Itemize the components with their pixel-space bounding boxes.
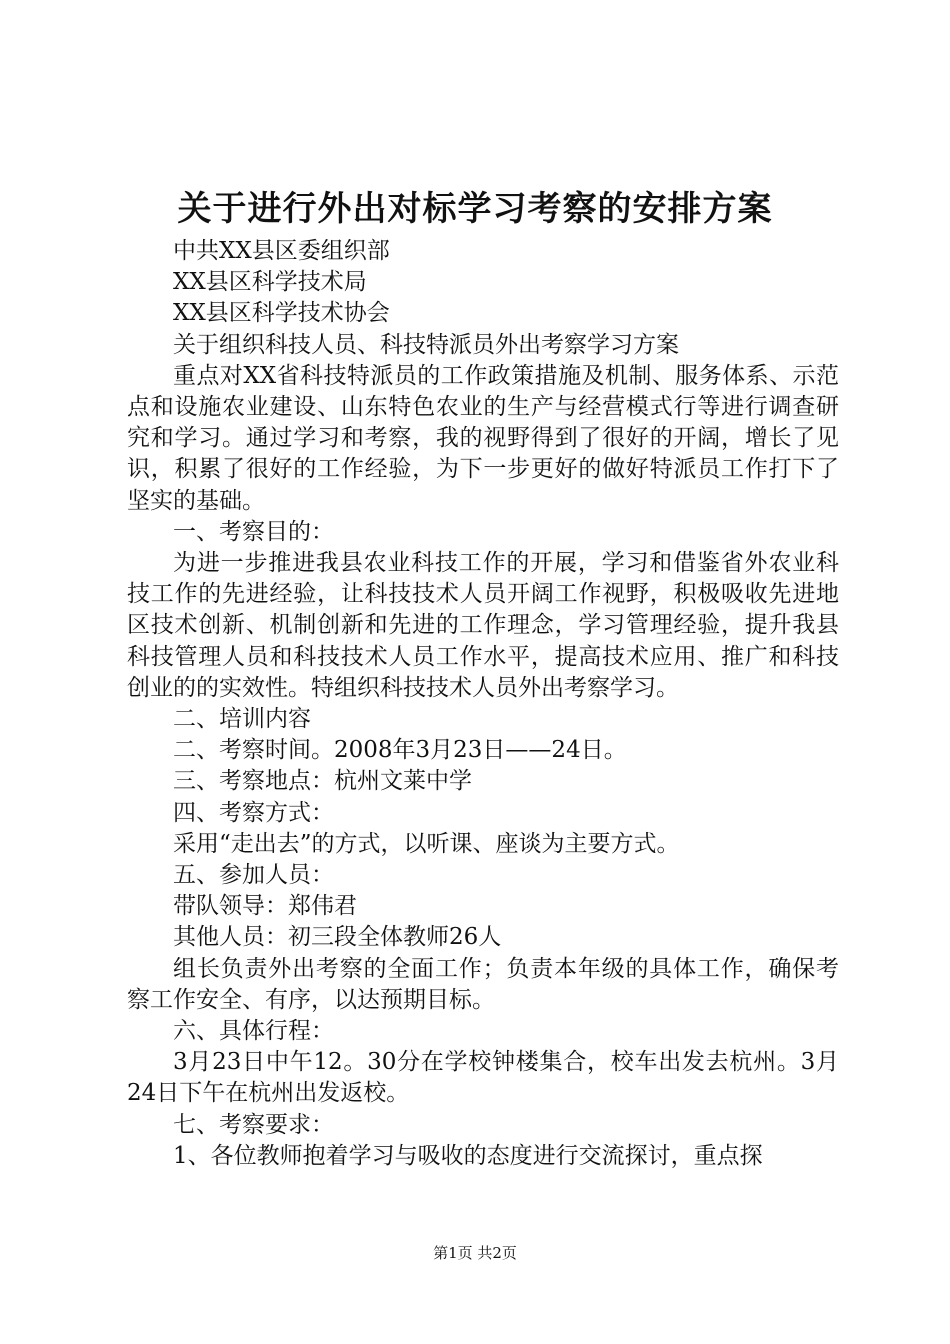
section-heading: 六、具体行程： [173,1018,334,1045]
paragraph: XX县区科学技术局 [173,269,367,296]
section-heading: 四、考察方式： [173,799,334,826]
paragraph: 中共XX县区委组织部 [173,238,390,264]
section-heading: 二、培训内容 [173,706,311,733]
paragraph: 3月23日中午12。30分在学校钟楼集合，校车出发去杭州。3月24日下午在杭州出发返校。 [127,1049,839,1107]
paragraph: 关于组织科技人员、科技特派员外出考察学习方案 [173,331,679,358]
section-heading: 七、考察要求： [173,1111,334,1138]
paragraph: 带队领导：郑伟君 [173,893,357,920]
paragraph: 组长负责外出考察的全面工作；负责本年级的具体工作，确保考察工作安全、有序，以达预期目标。 [127,955,839,1013]
paragraph: 其他人员：初三段全体教师26人 [173,924,502,951]
document-title: 关于进行外出对标学习考察的安排方案 [177,189,773,229]
paragraph: 1、各位教师抱着学习与吸收的态度进行交流探讨，重点探 [173,1142,763,1169]
paragraph: XX县区科学技术协会 [173,300,390,327]
paragraph: 采用“走出去”的方式，以听课、座谈为主要方式。 [173,830,680,857]
section-heading: 一、考察目的： [173,518,334,545]
paragraph: 为进一步推进我县农业科技工作的开展，学习和借鉴省外农业科技工作的先进经验，让科技技术人员开阔工作视野，积极吸收先进地区技术创新、机制创新和先进的工作理念，学习管理经验，提升我县科技管理人员和科技技术人员工作水平，提高技术应用、推广和科技创业的的实效性。特组织科技技术人员外出考察学习。 [127,550,839,701]
section-heading: 三、考察地点：杭州文莱中学 [173,768,472,795]
section-heading: 二、考察时间。2008年3月23日——24日。 [173,737,627,764]
paragraph: 重点对XX省科技特派员的工作政策措施及机制、服务体系、示范点和设施农业建设、山东特色农业的生产与经营模式行等进行调查研究和学习。通过学习和考察，我的视野得到了很好的开阔，增长了见识，积累了很好的工作经验，为下一步更好的做好特派员工作打下了坚实的基础。 [127,362,839,514]
section-heading: 五、参加人员： [173,862,334,889]
document-body [127,236,839,1172]
page-number-footer: 第1页 共2页 [433,1244,517,1262]
